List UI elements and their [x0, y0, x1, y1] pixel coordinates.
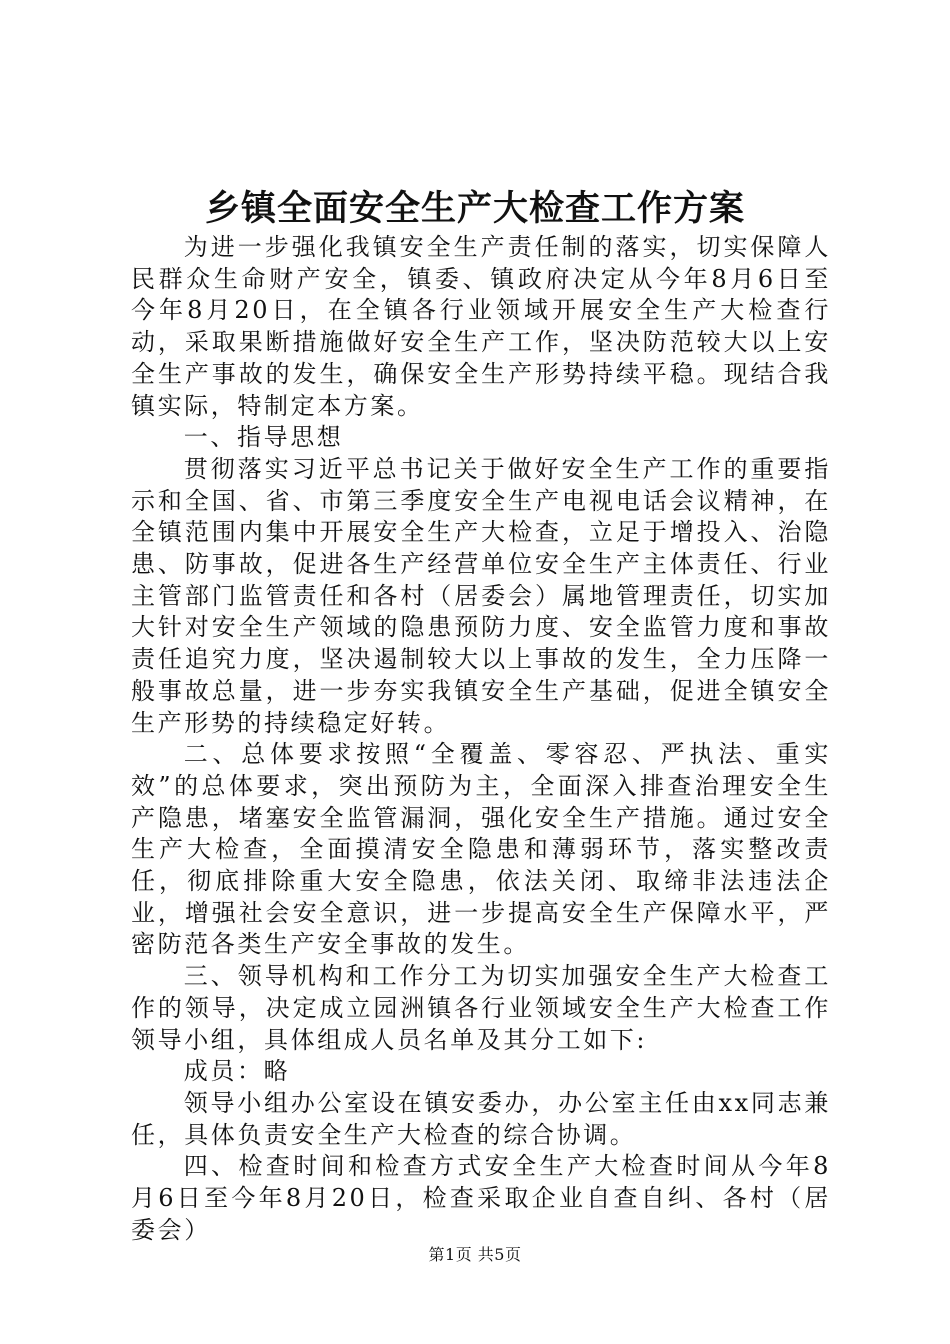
general-requirements-paragraph: 二、总体要求按照“全覆盖、零容忍、严执法、重实效”的总体要求，突出预防为主，全面深入排查治理安全生产隐患，堵塞安全监管漏洞，强化安全生产措施。通过安全生产大检查，全面摸清安全隐患和薄弱环节，落实整改责任，彻底排除重大安全隐患，依法关闭、取缔非法违法企业，增强社会安全意识，进一步提高安全生产保障水平，严密防范各类生产安全事故的发生。	[131, 740, 831, 959]
office-paragraph: 领导小组办公室设在镇安委办，办公室主任由xx同志兼任，具体负责安全生产大检查的综合协调。	[131, 1088, 831, 1149]
document-title: 乡镇全面安全生产大检查工作方案	[204, 188, 745, 229]
page-number-footer: 第1页 共5页	[428, 1245, 522, 1264]
members-line: 成员：略	[183, 1057, 291, 1086]
guiding-ideology-paragraph: 贯彻落实习近平总书记关于做好安全生产工作的重要指示和全国、省、市第三季度安全生产电视电话会议精神，在全镇范围内集中开展安全生产大检查，立足于增投入、治隐患、防事故，促进各生产经营单位安全生产主体责任、行业主管部门监管责任和各村（居委会）属地管理责任，切实加大针对安全生产领域的隐患预防力度、安全监管力度和事故责任追究力度，坚决遏制较大以上事故的发生，全力压降一般事故总量，进一步夯实我镇安全生产基础，促进全镇安全生产形势的持续稳定好转。	[131, 454, 831, 737]
section-heading-guiding-ideology: 一、指导思想	[183, 423, 344, 452]
leadership-organization-paragraph: 三、领导机构和工作分工为切实加强安全生产大检查工作的领导，决定成立园洲镇各行业领域安全生产大检查工作领导小组，具体组成人员名单及其分工如下:	[131, 962, 831, 1054]
intro-paragraph: 为进一步强化我镇安全生产责任制的落实，切实保障人民群众生命财产安全，镇委、镇政府决定从今年8月6日至今年8月20日，在全镇各行业领域开展安全生产大检查行动，采取果断措施做好安全生产工作，坚决防范较大以上安全生产事故的发生，确保安全生产形势持续平稳。现结合我镇实际，特制定本方案。	[131, 233, 831, 420]
inspection-time-paragraph: 四、检查时间和检查方式安全生产大检查时间从今年8月6日至今年8月20日，检查采取企业自查自纠、各村（居委会）	[131, 1152, 831, 1244]
document-body	[131, 232, 831, 1247]
